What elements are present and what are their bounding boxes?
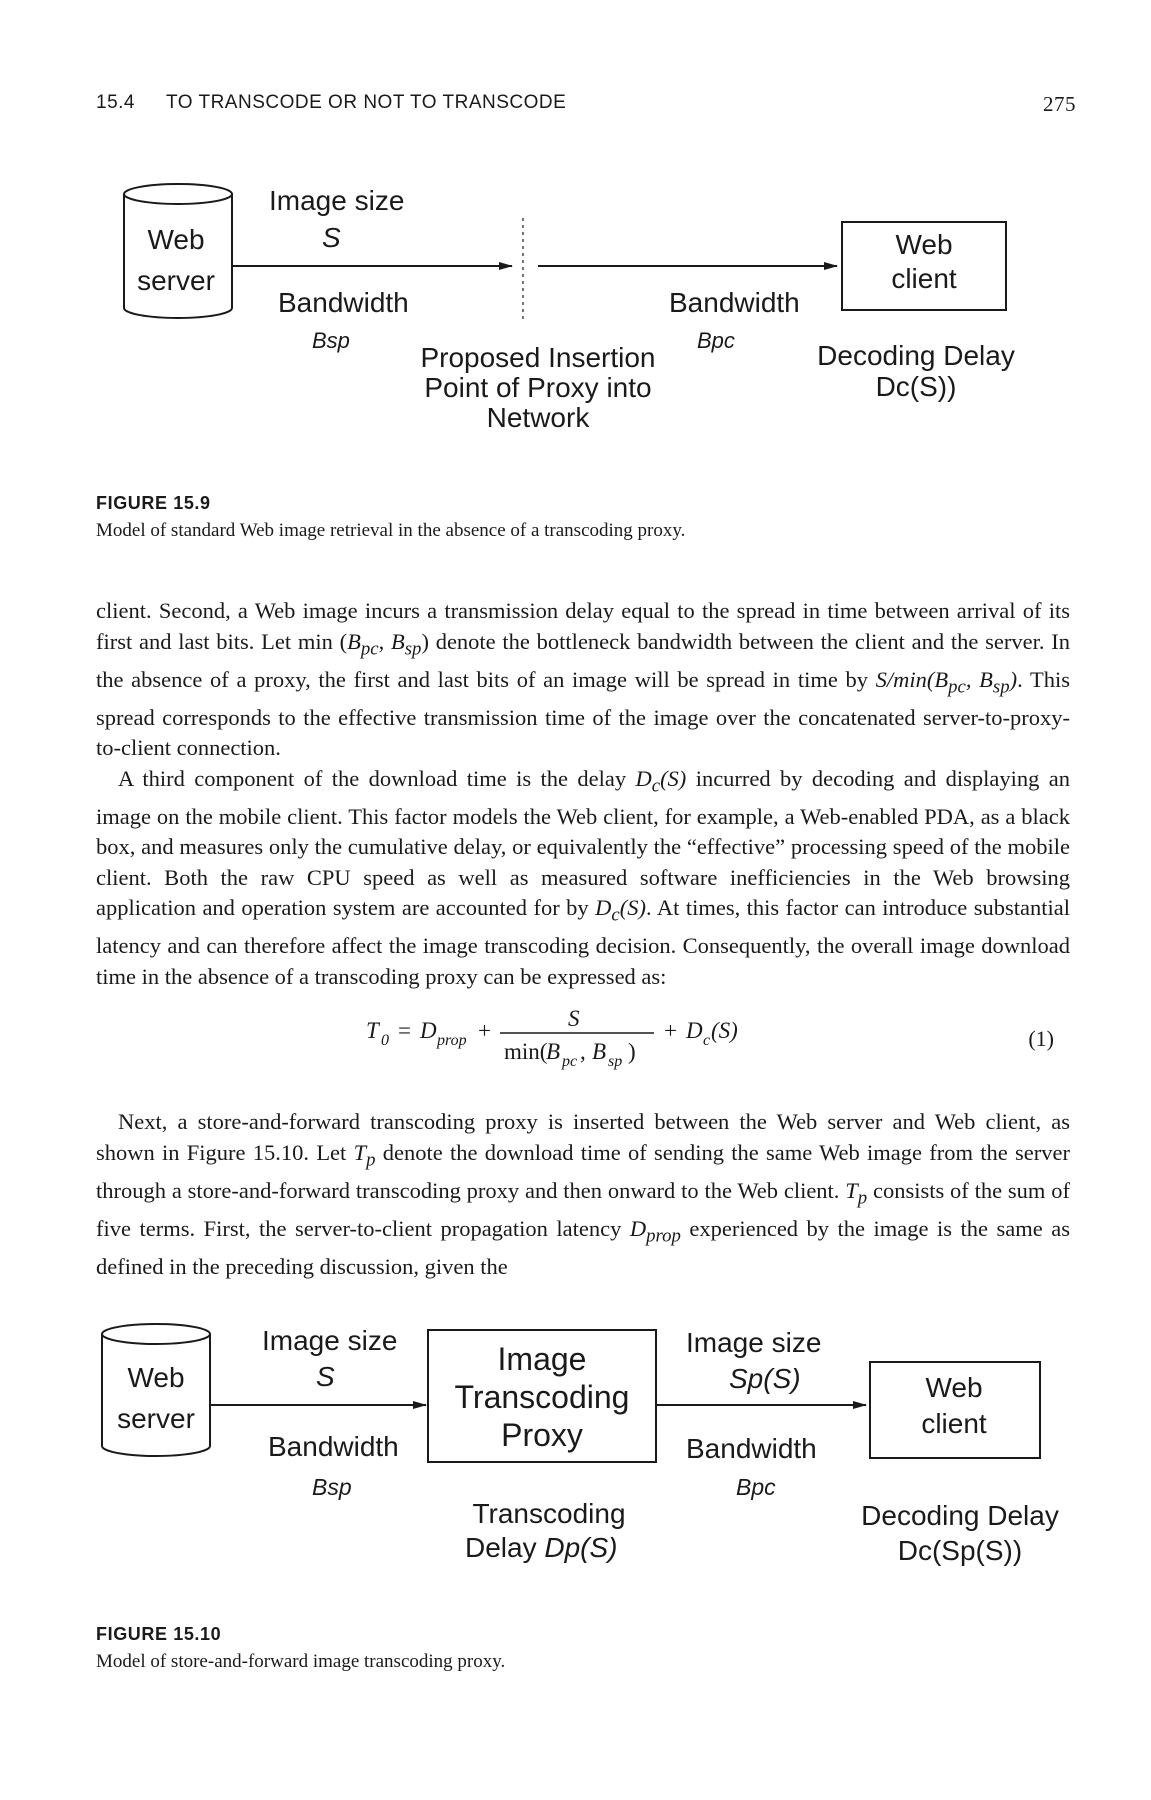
equation-number: (1) [1028,1026,1054,1051]
web-server-cylinder [124,184,232,318]
left-bandwidth-label: Bandwidth [268,1431,399,1462]
insertion-label-line2: Point of Proxy into [424,372,652,403]
svg-text:,: , [580,1039,586,1064]
server-label-line1: Web [147,224,205,255]
transcoding-delay-label: Transcoding [472,1498,626,1529]
image-size-label: Image size [269,185,405,216]
caption-text: Model of standard Web image retrieval in the absence of a transcoding proxy. [96,520,686,541]
bandwidth-right-label: Bandwidth [669,287,800,318]
proxy-label-line1: Image [497,1341,587,1377]
client-label-line2: client [891,263,957,294]
proxy-label-line2: Transcoding [454,1379,630,1415]
caption-text: Model of store-and-forward image transcoding proxy. [96,1651,506,1672]
caption-number: FIGURE 15.9 [96,493,211,513]
left-image-size-symbol: S [316,1361,335,1392]
insertion-label-line3: Network [486,402,590,433]
svg-text:=: = [398,1018,411,1043]
server-label-line1: Web [127,1362,185,1393]
bandwidth-right-symbol: Bpc [697,328,735,353]
svg-text:(S): (S) [711,1018,738,1043]
paragraph: client. Second, a Web image incurs a transmission delay equal to the spread in time between arrival of its first and last bits. Let $\min (B_{pc}$, $B_{sp}$) denote the bottleneck bandwidth between the client and the server. In the absence of a proxy, the first and last bits of an image will be spread in time by $S/\min(B_{pc}$, $B_{sp}$). This spread corresponds to the effective transmission time of the image over the concatenated server-to-proxy-to-client connection. [96,598,1070,760]
svg-text:D: D [686,1018,703,1043]
svg-text:pc: pc [562,1053,578,1070]
svg-text:sp: sp [608,1053,623,1070]
transcoding-delay-symbol: Delay Dp(S) [465,1532,618,1563]
running-head [96,92,1076,122]
proxy-label-line3: Proxy [501,1417,583,1453]
body-text-lower [96,1107,1070,1282]
svg-text:): ) [628,1039,636,1064]
decoding-delay-label: Decoding Delay [861,1500,1059,1531]
right-image-size-label: Image size [686,1327,822,1358]
svg-text:+: + [478,1018,491,1043]
figure-15-9-diagram [0,170,1151,470]
svg-text:c: c [703,1032,711,1049]
svg-text:0: 0 [381,1032,389,1049]
left-bandwidth-symbol: Bsp [312,1474,352,1500]
svg-text:min(: min( [504,1039,548,1064]
svg-text:+: + [664,1018,677,1043]
paragraph: A third component of the download time is the delay $D_c(S)$ incurred by decoding and displaying an image on the mobile client. This factor models the Web client, for example, a Web-enabled PDA, as a black box, and measures only the cumulative delay, or equivalently the “effective” processing speed of the mobile client. Both the raw CPU speed as well as measured software inefficiencies in the Web browsing application and operation system are accounted for by $D_c(S)$. At times, this factor can introduce substantial latency and can therefore affect the image transcoding decision. Consequently, the overall image download time in the absence of a transcoding proxy can be expressed as: [96,765,1071,989]
client-label-line1: Web [925,1372,983,1403]
bandwidth-left-symbol: Bsp [312,328,350,353]
caption-number: FIGURE 15.10 [96,1624,222,1644]
decoding-delay-label: Decoding Delay [817,340,1015,371]
svg-text:B: B [546,1039,561,1064]
body-text-upper [96,596,1070,992]
section-title: TO TRANSCODE OR NOT TO TRANSCODE [166,92,567,113]
figure-15-10-diagram [0,1310,1151,1610]
right-bandwidth-label: Bandwidth [686,1433,817,1464]
web-server-cylinder [102,1324,210,1456]
svg-text:S: S [568,1006,580,1031]
insertion-label-line1: Proposed Insertion [420,342,656,373]
svg-text:B: B [592,1039,607,1064]
paragraph: Next, a store-and-forward transcoding proxy is inserted between the Web server and Web client, as shown in Figure 15.10. Let $T_p$ denote the download time of sending the same Web image from the server through a store-and-forward transcoding proxy and then onward to the Web client. $T_p$ consists of the sum of five terms. First, the server-to-client propagation latency $D_{prop}$ experienced by the image is the same as defined in the preceding discussion, given the [96,1109,1071,1279]
client-label-line1: Web [895,229,953,260]
decoding-delay-symbol: Dc(S)) [875,371,957,402]
figure-15-9-caption [96,493,1076,542]
decoding-delay-symbol: Dc(Sp(S)) [897,1535,1023,1566]
right-image-size-symbol: Sp(S) [729,1363,801,1394]
svg-text:D: D [420,1018,437,1043]
server-label-line2: server [137,265,215,296]
svg-text:T: T [366,1018,379,1043]
bandwidth-left-label: Bandwidth [278,287,409,318]
section-number: 15.4 [96,92,135,113]
left-image-size-label: Image size [262,1325,398,1356]
image-size-symbol: S [322,222,341,253]
equation-1 [96,1000,1070,1080]
equation-body [366,1000,886,1080]
client-label-line2: client [921,1408,987,1439]
figure-15-10-caption [96,1624,1076,1673]
page-number: 275 [1043,92,1076,116]
right-bandwidth-symbol: Bpc [736,1474,776,1500]
server-label-line2: server [117,1403,195,1434]
svg-text:prop: prop [437,1032,467,1049]
